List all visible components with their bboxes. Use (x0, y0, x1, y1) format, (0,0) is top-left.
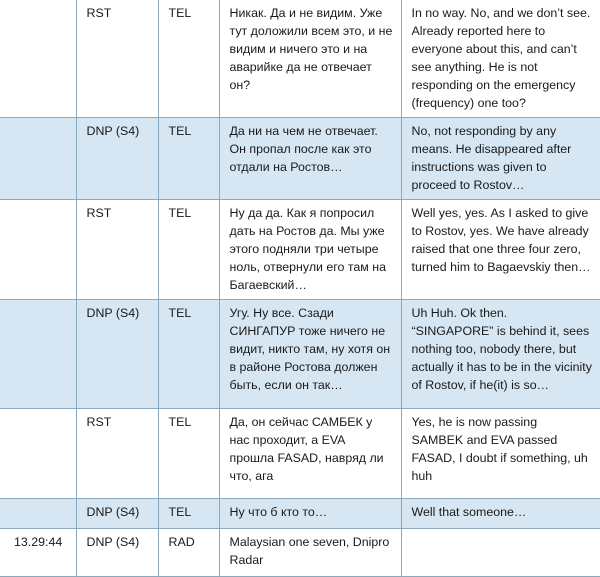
source-cell: DNP (S4) (76, 499, 158, 529)
channel-cell: TEL (158, 300, 219, 409)
time-cell (0, 300, 76, 409)
russian-text-cell: Угу. Ну все. Сзади СИНГАПУР тоже ничего не видит, никто там, ну хотя он в районе Ростова должен быть, если он так… (219, 300, 401, 409)
russian-text-cell: Никак. Да и не видим. Уже тут доложили всем это, и не видим и ничего это и на аварийке да не отвечает он? (219, 0, 401, 118)
english-text-cell: Well yes, yes. As I asked to give to Rostov, yes. We have already raised that one three four zero, turned him to Bagaevskiy then… (401, 200, 600, 300)
channel-cell: RAD (158, 529, 219, 577)
source-cell: DNP (S4) (76, 529, 158, 577)
channel-cell: TEL (158, 0, 219, 118)
transcript-row (0, 118, 600, 200)
time-cell (0, 118, 76, 200)
channel-cell: TEL (158, 499, 219, 529)
english-text-cell: Yes, he is now passing SAMBEK and EVA passed FASAD, I doubt if something, uh huh (401, 409, 600, 499)
time-cell (0, 0, 76, 118)
english-text-cell (401, 529, 600, 577)
transcript-row (0, 200, 600, 300)
channel-cell: TEL (158, 409, 219, 499)
russian-text-cell: Да, он сейчас САМБЕК у нас проходит, а EVA прошла FASAD, навряд ли что, ага (219, 409, 401, 499)
source-cell: DNP (S4) (76, 118, 158, 200)
source-cell: RST (76, 409, 158, 499)
time-cell: 13.29:44 (0, 529, 76, 577)
time-cell (0, 409, 76, 499)
source-cell: RST (76, 200, 158, 300)
time-cell (0, 200, 76, 300)
transcript-row (0, 300, 600, 409)
source-cell: RST (76, 0, 158, 118)
transcript-row (0, 0, 600, 118)
source-cell: DNP (S4) (76, 300, 158, 409)
russian-text-cell: Да ни на чем не отвечает. Он пропал после как это отдали на Ростов… (219, 118, 401, 200)
time-cell (0, 499, 76, 529)
english-text-cell: In no way. No, and we don’t see. Already reported here to everyone about this, and can’t see anything. He is not responding on the emergency (frequency) one too? (401, 0, 600, 118)
channel-cell: TEL (158, 200, 219, 300)
english-text-cell: Well that someone… (401, 499, 600, 529)
english-text-cell: No, not responding by any means. He disappeared after instructions was given to proceed to Rostov… (401, 118, 600, 200)
russian-text-cell: Ну что б кто то… (219, 499, 401, 529)
channel-cell: TEL (158, 118, 219, 200)
english-text-cell: Uh Huh. Ok then. “SINGAPORE” is behind it, sees nothing too, nobody there, but actually it has to be in the vicinity of Rostov, if he(it) is so… (401, 300, 600, 409)
russian-text-cell: Ну да да. Как я попросил дать на Ростов да. Мы уже этого подняли три четыре ноль, отвернули его там на Багаевский… (219, 200, 401, 300)
transcript-row (0, 409, 600, 499)
russian-text-cell: Malaysian one seven, Dnipro Radar (219, 529, 401, 577)
transcript-row (0, 499, 600, 529)
transcript-row (0, 529, 600, 577)
